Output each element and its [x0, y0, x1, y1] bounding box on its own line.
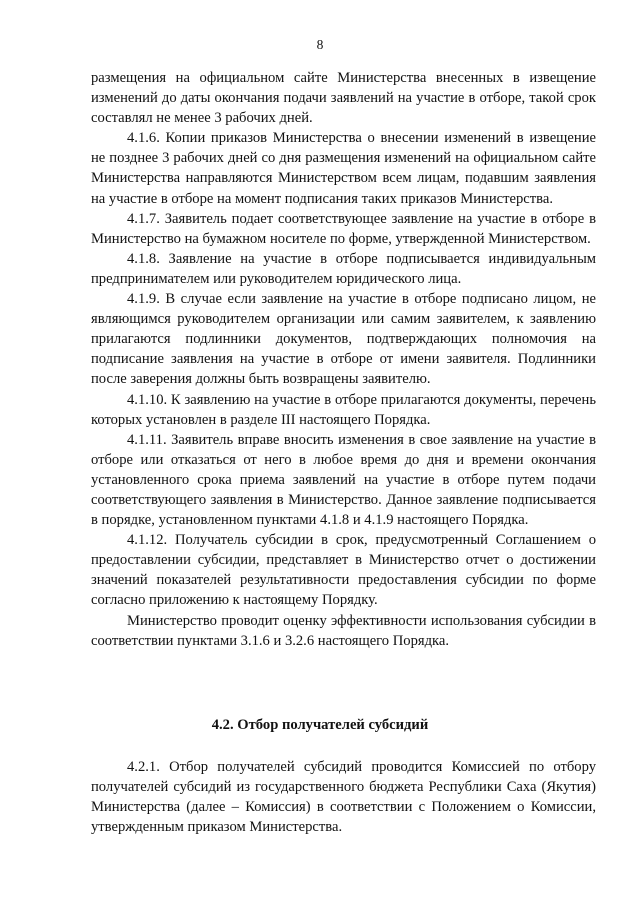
body-text — [91, 68, 596, 651]
paragraph-4-1-9: 4.1.9. В случае если заявление на участие в отборе подписано лицом, не являющимся руководителем организации или самим заявителем, к заявлению прилагаются подлинники документов, подтверждающих полномочия на подписание заявления на участие в отборе от имени заявителя. Подлинники после заверения должны быть возвращены заявителю. — [91, 291, 596, 388]
paragraph-4-1-6: 4.1.6. Копии приказов Министерства о внесении изменений в извещение не позднее 3 рабочих дней со дня размещения изменений на официальном сайте Министерства направляются Министерством всем лицам, подавшим заявления на участие в отборе на момент подписания таких приказов Министерства. — [91, 130, 596, 207]
paragraph-4-1-12: 4.1.12. Получатель субсидии в срок, предусмотренный Соглашением о предоставлении субсидии, представляет в Министерство отчет о достижении значений показателей результативности предоставления субсидии по форме согласно приложению к настоящему Порядку. — [91, 532, 596, 609]
paragraph-4-1-8: 4.1.8. Заявление на участие в отборе подписывается индивидуальным предпринимателем или руководителем юридического лица. — [91, 250, 596, 287]
paragraph-4-1-7: 4.1.7. Заявитель подает соответствующее заявление на участие в отборе в Министерство на бумажном носителе по форме, утвержденной Министерством. — [91, 210, 596, 247]
section-body-text — [91, 757, 596, 837]
page-number: 8 — [316, 37, 324, 52]
paragraph-4-2-1: 4.2.1. Отбор получателей субсидий проводится Комиссией по отбору получателей субсидий из государственного бюджета Республики Саха (Якутия) Министерства (далее – Комиссия) в соответствии с Положением о Комиссии, утвержденным приказом Министерства. — [91, 759, 596, 836]
paragraph-4-1-11: 4.1.11. Заявитель вправе вносить изменения в свое заявление на участие в отборе или отказаться от него в любое время до дня и времени окончания установленного срока приема заявлений на участие в отборе путем подачи соответствующего заявления в Министерство. Данное заявление подписывается в порядке, установленном пунктами 4.1.8 и 4.1.9 настоящего Порядка. — [91, 431, 596, 529]
paragraph-ministry-evaluation: Министерство проводит оценку эффективности использования субсидии в соответствии пунктами 3.1.6 и 3.2.6 настоящего Порядка. — [91, 612, 596, 649]
paragraph-4-1-10: 4.1.10. К заявлению на участие в отборе прилагаются документы, перечень которых установлен в разделе III настоящего Порядка. — [91, 391, 596, 428]
paragraph-continuation: размещения на официальном сайте Министерства внесенных в извещение изменений до даты окончания подачи заявлений на участие в отборе, такой срок составлял не менее 3 рабочих дней. — [91, 70, 596, 127]
section-heading: 4.2. Отбор получателей субсидий — [211, 717, 429, 733]
